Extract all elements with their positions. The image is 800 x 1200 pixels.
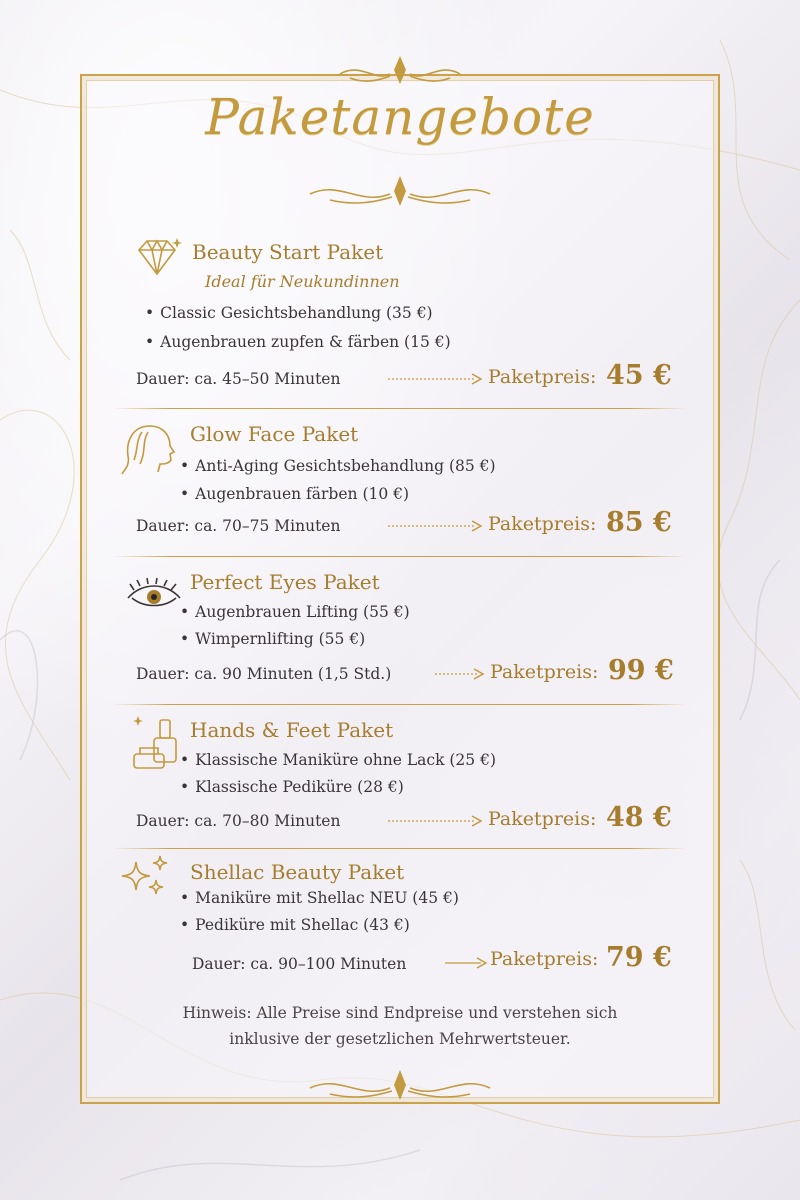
- package-item: • Augenbrauen zupfen & färben (15 €): [145, 333, 451, 351]
- arrow-icon: [388, 519, 483, 533]
- woman-face-icon: [120, 420, 182, 478]
- package-duration: Dauer: ca. 90–100 Minuten: [192, 955, 407, 973]
- package-price: 45 €: [606, 360, 672, 391]
- eye-icon: [124, 576, 184, 616]
- package-item: • Maniküre mit Shellac NEU (45 €): [180, 889, 459, 907]
- price-label: Paketpreis:: [488, 808, 597, 830]
- arrow-icon: [388, 814, 483, 828]
- package-item: • Anti-Aging Gesichtsbehandlung (85 €): [180, 457, 496, 475]
- package-duration: Dauer: ca. 70–75 Minuten: [136, 517, 341, 535]
- package-price: 85 €: [606, 507, 672, 538]
- divider: [112, 408, 687, 409]
- price-label: Paketpreis:: [490, 948, 599, 970]
- arrow-icon: [435, 667, 485, 681]
- title-divider-ornament-icon: [300, 172, 500, 212]
- package-name: Shellac Beauty Paket: [190, 860, 405, 884]
- price-label: Paketpreis:: [490, 661, 599, 683]
- sparkles-icon: [120, 854, 180, 900]
- package-item: • Augenbrauen färben (10 €): [180, 485, 410, 503]
- package-price: 48 €: [606, 802, 672, 833]
- arrow-icon: [388, 372, 483, 386]
- package-item: • Classic Gesichtsbehandlung (35 €): [145, 304, 433, 322]
- package-item: • Augenbrauen Lifting (55 €): [180, 603, 410, 621]
- package-duration: Dauer: ca. 90 Minuten (1,5 Std.): [136, 665, 392, 683]
- package-name: Beauty Start Paket: [192, 240, 384, 264]
- package-name: Perfect Eyes Paket: [190, 570, 380, 594]
- package-subtitle: Ideal für Neukundinnen: [205, 272, 400, 291]
- package-item: • Wimpernlifting (55 €): [180, 630, 366, 648]
- package-duration: Dauer: ca. 45–50 Minuten: [136, 370, 341, 388]
- bottom-ornament-icon: [300, 1068, 500, 1108]
- price-note: Hinweis: Alle Preise sind Endpreise und verstehen sich inklusive der gesetzlichen Mehrwertsteuer.: [182, 1004, 618, 1048]
- arrow-icon: [445, 956, 487, 970]
- package-item: • Klassische Pediküre (28 €): [180, 778, 404, 796]
- nail-polish-icon: [128, 714, 184, 772]
- divider: [112, 704, 687, 705]
- divider: [112, 556, 687, 557]
- package-item: • Pediküre mit Shellac (43 €): [180, 916, 410, 934]
- package-price: 99 €: [608, 655, 674, 686]
- package-item: • Klassische Maniküre ohne Lack (25 €): [180, 751, 496, 769]
- top-ornament-icon: [330, 52, 470, 92]
- diamond-icon: [133, 236, 183, 280]
- page-title: Paketangebote: [205, 88, 595, 146]
- package-name: Glow Face Paket: [190, 422, 359, 446]
- package-name: Hands & Feet Paket: [190, 718, 394, 742]
- divider: [112, 848, 687, 849]
- package-duration: Dauer: ca. 70–80 Minuten: [136, 812, 341, 830]
- price-label: Paketpreis:: [488, 513, 597, 535]
- price-label: Paketpreis:: [488, 366, 597, 388]
- package-price: 79 €: [606, 942, 672, 973]
